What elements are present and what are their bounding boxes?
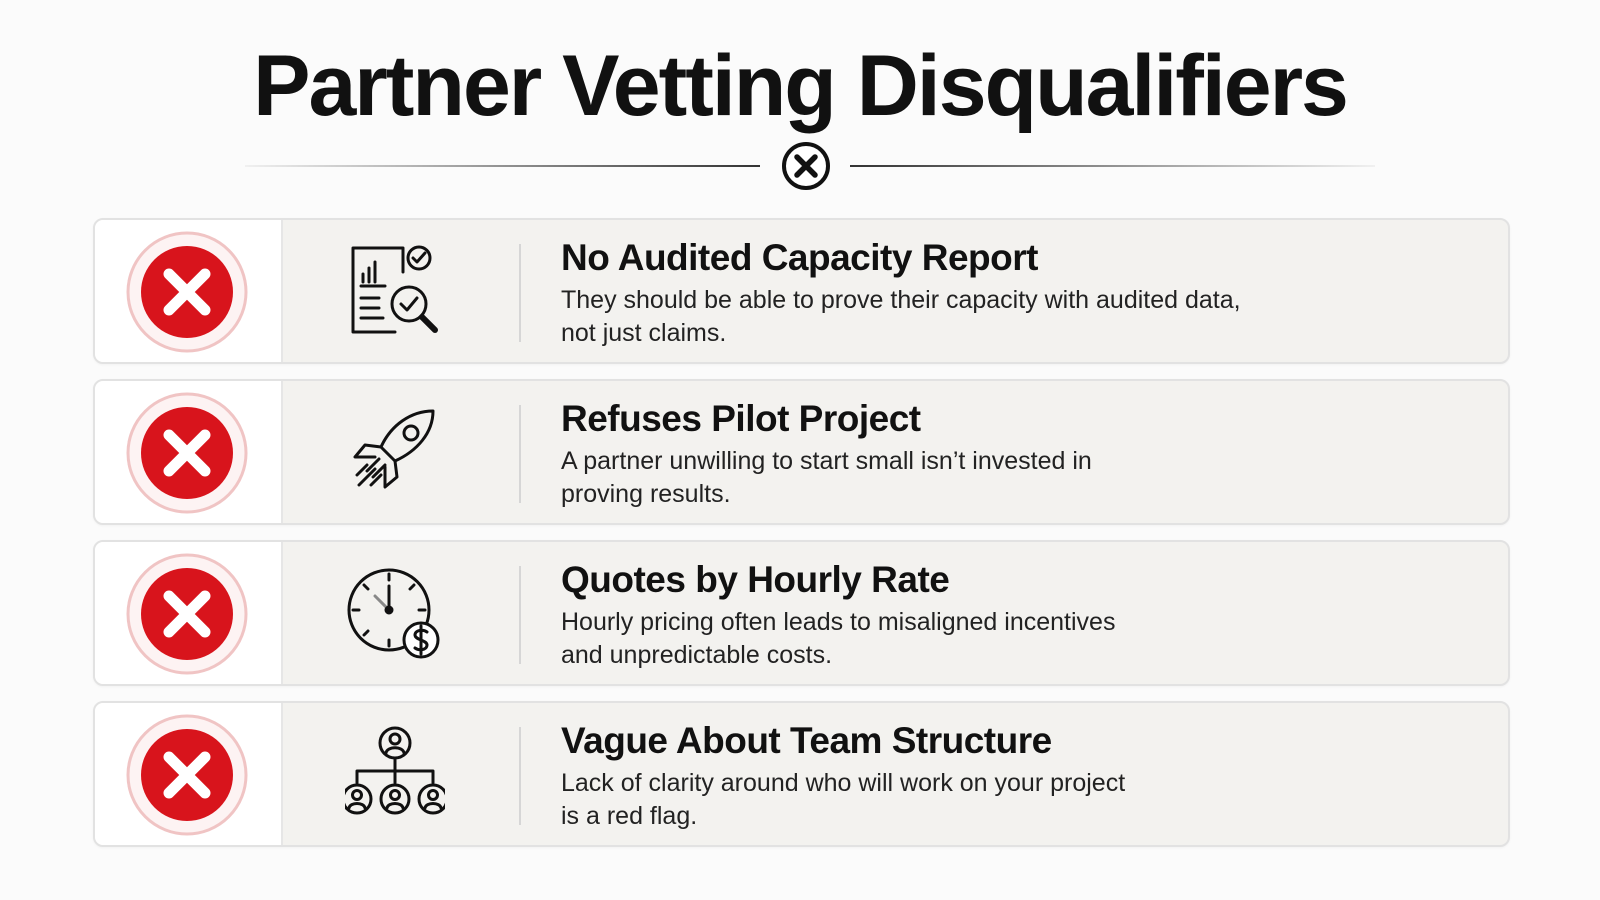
column-separator	[519, 727, 521, 825]
status-cell	[95, 220, 283, 362]
item-description	[561, 606, 1341, 672]
description-line: Hourly pricing often leads to misaligned incentives	[561, 608, 1116, 636]
disqualifier-row	[93, 379, 1510, 525]
clock-dollar-icon	[345, 564, 445, 664]
org-chart-icon	[345, 725, 445, 825]
disqualifier-row	[93, 540, 1510, 686]
page-title: Partner Vetting Disqualifiers	[253, 38, 1347, 134]
divider-line-right	[850, 165, 1375, 167]
item-heading: No Audited Capacity Report	[561, 237, 1038, 278]
red-x-icon	[126, 714, 248, 836]
divider-line-left	[245, 165, 760, 167]
item-description	[561, 767, 1341, 833]
circled-x-icon	[780, 140, 832, 192]
description-line: Lack of clarity around who will work on your project	[561, 769, 1126, 797]
red-x-icon	[126, 392, 248, 514]
description-line: is a red flag.	[561, 802, 698, 830]
red-x-icon	[126, 553, 248, 675]
description-line: They should be able to prove their capacity with audited data,	[561, 286, 1241, 314]
column-separator	[519, 244, 521, 342]
item-description	[561, 445, 1341, 511]
description-line: A partner unwilling to start small isn’t invested in	[561, 447, 1092, 475]
status-cell	[95, 381, 283, 523]
status-cell	[95, 703, 283, 845]
column-separator	[519, 566, 521, 664]
item-heading: Refuses Pilot Project	[561, 398, 921, 439]
disqualifier-row	[93, 218, 1510, 364]
disqualifier-row	[93, 701, 1510, 847]
status-cell	[95, 542, 283, 684]
item-heading: Quotes by Hourly Rate	[561, 559, 950, 600]
disqualifier-list	[93, 218, 1510, 862]
red-x-icon	[126, 231, 248, 353]
description-line: proving results.	[561, 480, 731, 508]
item-heading: Vague About Team Structure	[561, 720, 1052, 761]
title-divider	[245, 140, 1375, 192]
rocket-icon	[345, 403, 445, 503]
description-line: and unpredictable costs.	[561, 641, 833, 669]
description-line: not just claims.	[561, 319, 727, 347]
column-separator	[519, 405, 521, 503]
audit-report-magnifier-icon	[345, 242, 445, 342]
item-description	[561, 284, 1341, 350]
